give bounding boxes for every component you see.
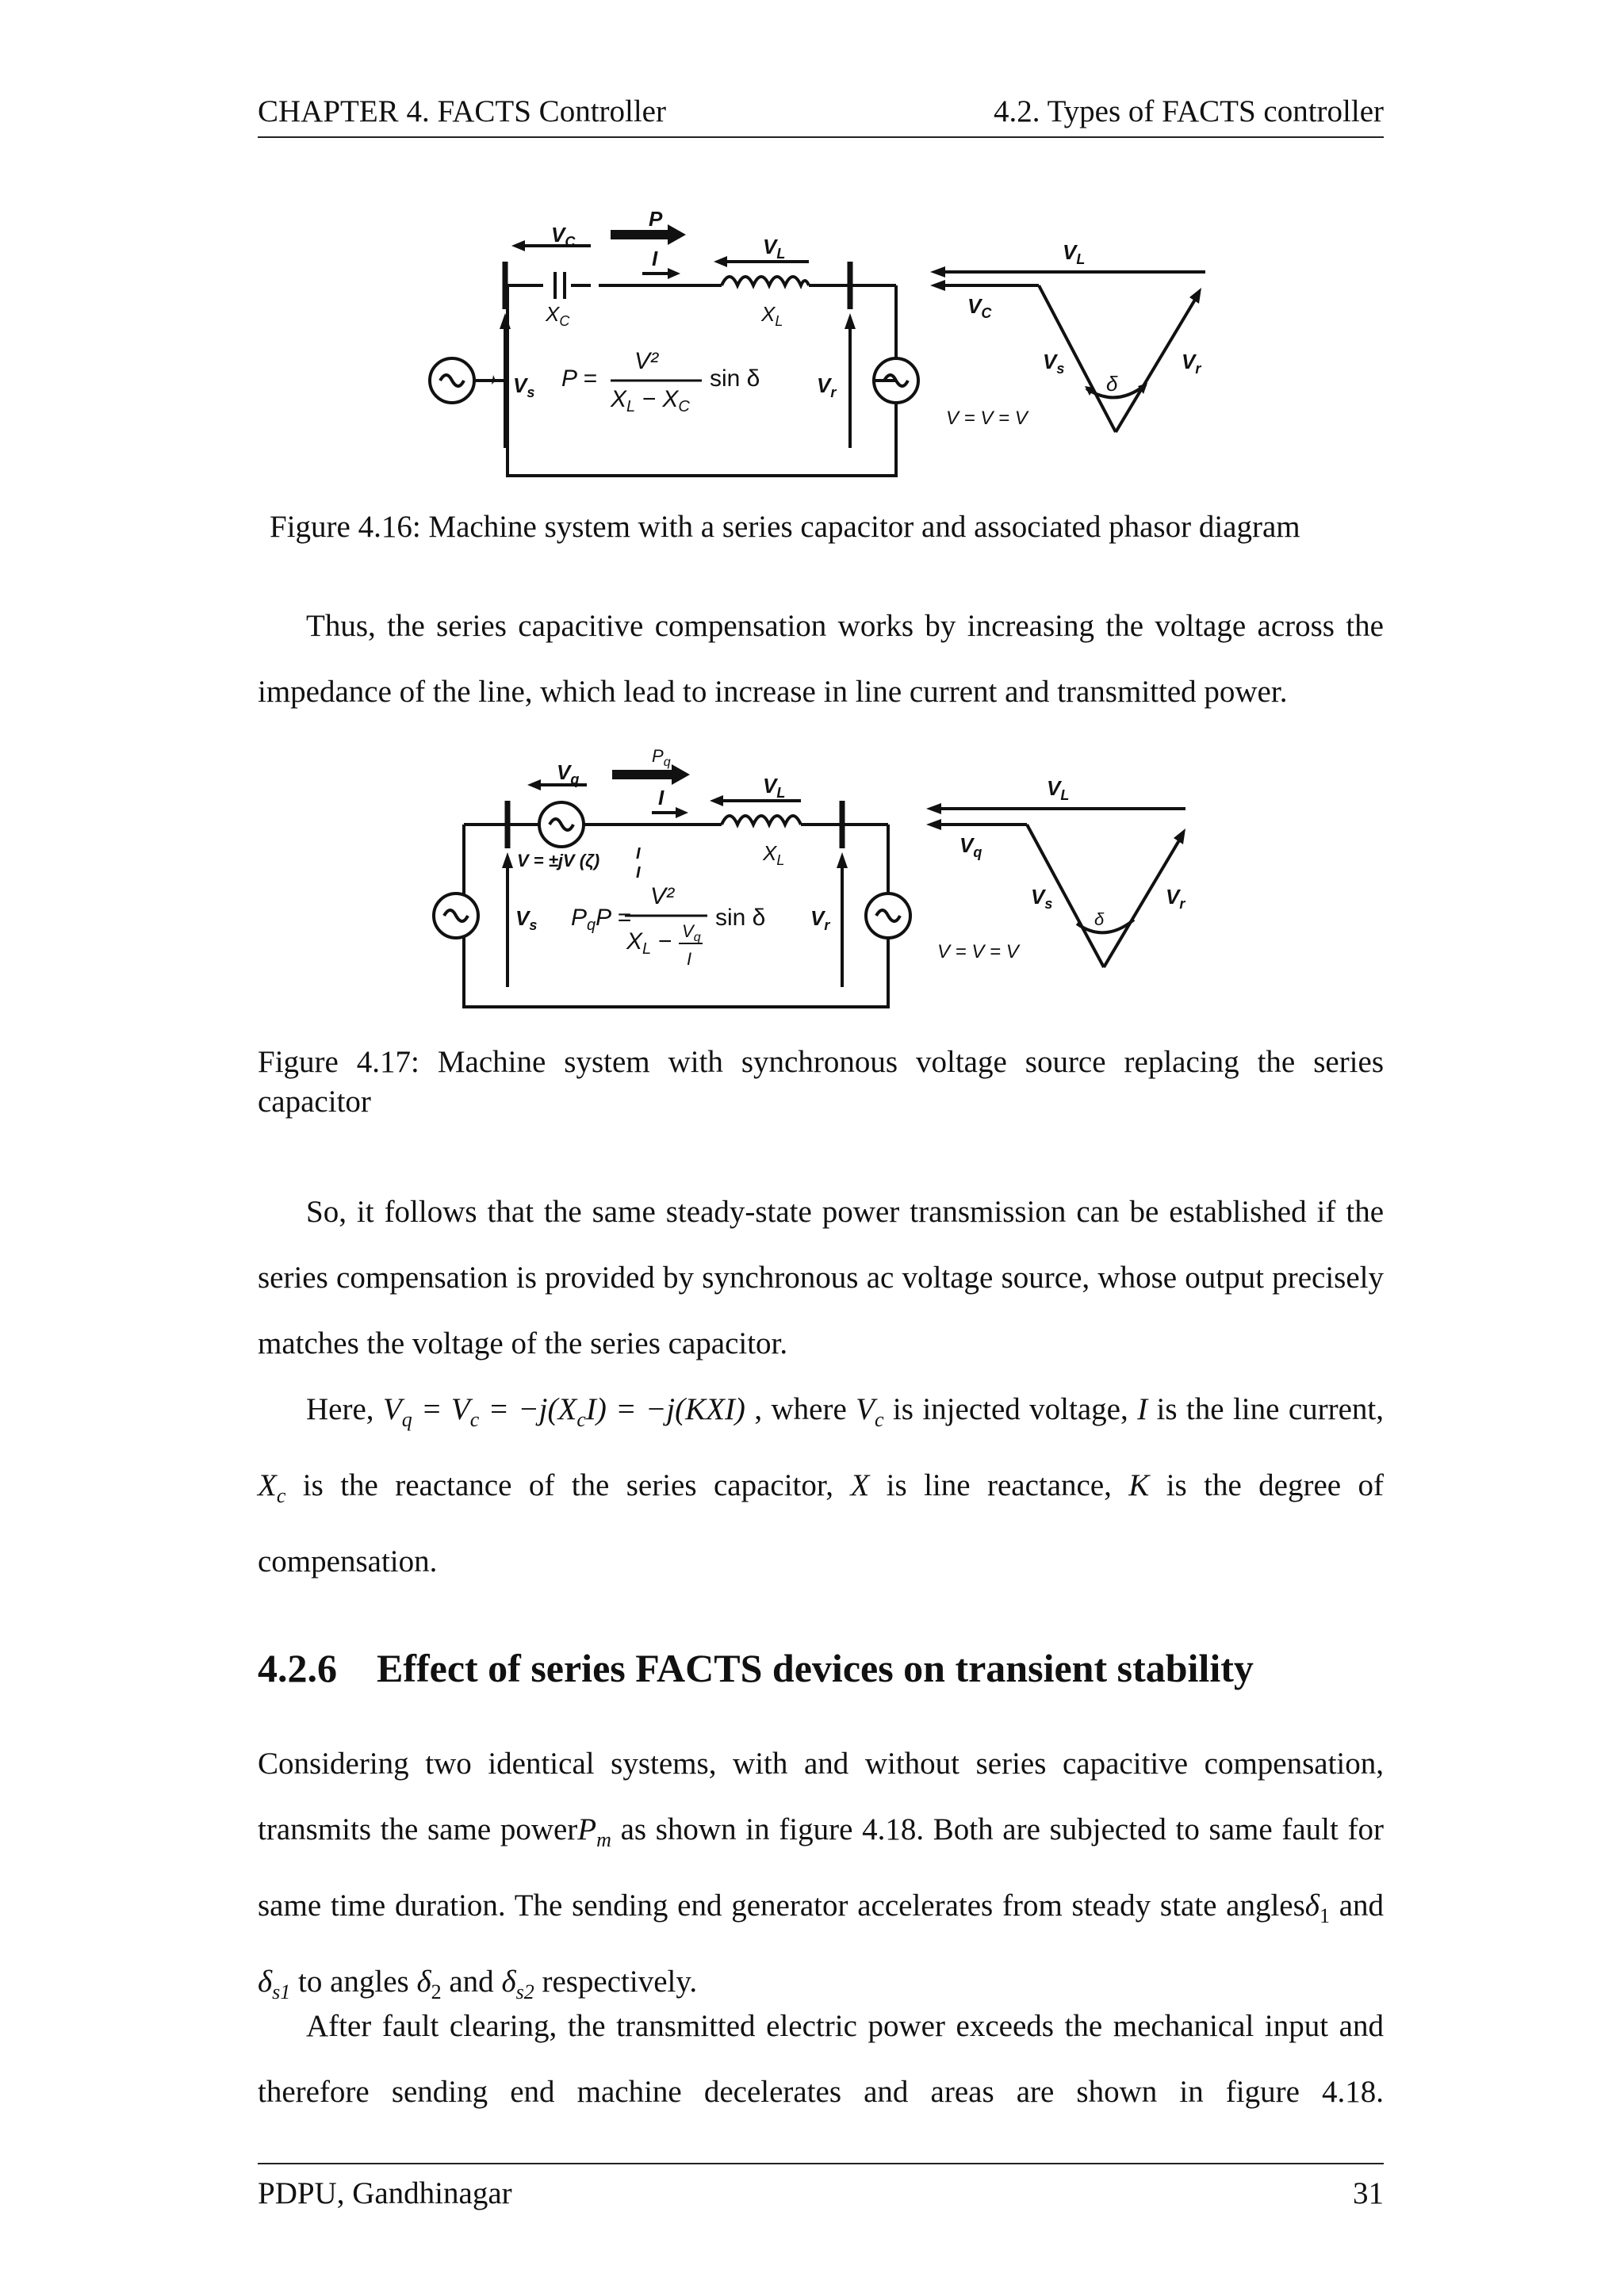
svg-text:I: I bbox=[636, 845, 641, 863]
svg-text:P: P bbox=[649, 207, 663, 231]
svg-text:I: I bbox=[687, 949, 692, 969]
svg-text:I: I bbox=[652, 247, 658, 270]
svg-text:V = V = V: V = V = V bbox=[937, 941, 1019, 962]
svg-text:VL: $V_L$ bbox=[1047, 776, 1070, 803]
svg-text:V²: V² bbox=[650, 883, 674, 909]
svg-text:Vr: $V_r$ bbox=[810, 906, 830, 933]
svg-text:Vs: $V_s$ bbox=[1031, 885, 1053, 912]
paragraph-1: Thus, the series capacitive compensation works by increasing the voltage across the impedance of the line, which lead to increase in line current and transmitted power. bbox=[258, 609, 1384, 709]
figure-4-16-diagram bbox=[420, 202, 1213, 488]
page-number: 31 bbox=[1353, 2176, 1384, 2210]
svg-text:VC: $V_C$ bbox=[551, 223, 576, 250]
figure-4-17-diagram bbox=[420, 741, 1213, 1015]
svg-text:δ: δ bbox=[1106, 372, 1118, 396]
svg-text:V²: V² bbox=[634, 348, 658, 374]
paragraph-3: Here, $V_q = V_c = -j(X_cI) = -j(KXI)$ , where $V_c$ is injected voltage, I is the line current, $X_c$ is the reactance of the series capacitor, X is line reactance, K is the degree of compensation. bbox=[258, 1392, 1385, 1578]
header-right: 4.2. Types of FACTS controller bbox=[994, 94, 1384, 128]
footer-rule bbox=[258, 2163, 1384, 2164]
svg-text:sin δ: sin δ bbox=[715, 905, 766, 931]
svg-text:V = ±jV (ζ): V = ±jV (ζ) bbox=[517, 851, 600, 871]
svg-text:sin δ: sin δ bbox=[710, 365, 760, 392]
svg-text:Vq: $V_q$ bbox=[682, 921, 701, 944]
svg-text:Vr: $V_r$ bbox=[817, 373, 837, 400]
paragraph-5: After fault clearing, the transmitted electric power exceeds the mechanical input and therefore sending end machine decelerates and areas are shown in figure 4.18. bbox=[258, 2009, 1384, 2109]
svg-text:δ: δ bbox=[1094, 909, 1105, 929]
svg-text:XL −: $X_L$ − bbox=[626, 928, 672, 958]
svg-text:VL: $V_L$ bbox=[763, 235, 786, 262]
svg-text:XL − XC: $X_L - X_C$ bbox=[611, 386, 690, 415]
svg-text:PqP =: $P_qP$ = bbox=[571, 905, 631, 934]
figure-4-17-caption-line2: capacitor bbox=[258, 1085, 371, 1119]
section-heading: 4.2.6 Effect of series FACTS devices on transient stability bbox=[258, 1646, 1254, 1690]
svg-text:Vs: $V_s$ bbox=[515, 906, 538, 933]
equation-vq: $V_q = V_c = -j(X_cI) = -j(KXI)$ bbox=[382, 1392, 745, 1431]
header-rule bbox=[258, 136, 1384, 138]
svg-text:Vr: $V_r$ bbox=[1182, 350, 1201, 377]
svg-text:Vs: $V_s$ bbox=[513, 373, 535, 400]
svg-text:Pq: $P_q$ bbox=[652, 746, 671, 769]
svg-text:V = V = V: V = V = V bbox=[946, 408, 1028, 429]
svg-text:I: I bbox=[658, 786, 665, 809]
svg-text:XL: $X_L$ bbox=[763, 841, 785, 868]
svg-text:P =: P = bbox=[561, 365, 597, 392]
svg-text:VL: $V_L$ bbox=[1063, 240, 1086, 267]
svg-text:VL: $V_L$ bbox=[763, 774, 786, 801]
footer-left: PDPU, Gandhinagar bbox=[258, 2176, 512, 2210]
header-left: CHAPTER 4. FACTS Controller bbox=[258, 94, 666, 128]
svg-text:Vs: $V_s$ bbox=[1043, 350, 1065, 377]
svg-text:XL: $X_L$ bbox=[761, 302, 783, 329]
paragraph-4: Considering two identical systems, with and without series capacitive compensation, transmits the same powerP$_m$ as shown in figure 4.18. Both are subjected to same fault for same time duration. The sending end generator accelerates from steady state anglesδ$_1$ and $\delta_{s1}$ to angles $\delta_2$ and $\delta_{s2}$ respectively. bbox=[258, 1747, 1384, 2003]
figure-4-16-caption: Figure 4.16: Machine system with a series capacitor and associated phasor diagram bbox=[270, 510, 1300, 544]
svg-text:Vq: $V_q$ bbox=[959, 833, 982, 860]
figure-4-17-caption-line1: Figure 4.17: Machine system with synchronous voltage source replacing the series bbox=[258, 1045, 1384, 1079]
svg-text:Vr: $V_r$ bbox=[1166, 885, 1185, 912]
svg-text:XC: $X_C$ bbox=[546, 302, 570, 329]
svg-text:I: I bbox=[636, 864, 641, 882]
svg-text:VC: $V_C$ bbox=[967, 294, 992, 321]
paragraph-2: So, it follows that the same steady-state power transmission can be established if the series compensation is provided by synchronous ac voltage source, whose output precisely matches the voltage of the series capacitor. bbox=[258, 1195, 1384, 1360]
svg-text:Vq: $V_q$ bbox=[557, 760, 580, 787]
